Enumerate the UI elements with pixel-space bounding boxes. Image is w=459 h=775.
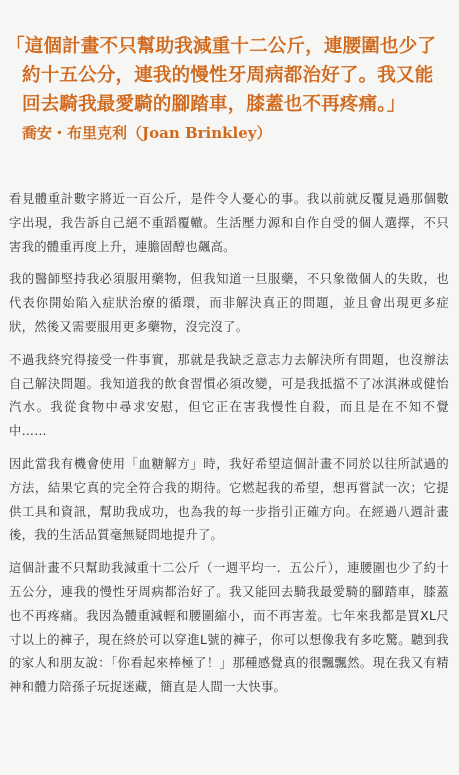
paragraph-1: 看見體重計數字將近一百公斤，是件令人憂心的事。我以前就反覆見過那個數字出現，我告訴自己絕不重蹈覆轍。生活壓力源和自作自受的個人選擇，不只害我的體重再度上升，連膽固醇也飆高。 [9,192,449,254]
testimonial-quote-block [6,32,452,145]
body-text [9,188,449,709]
paragraph-4: 因此當我有機會使用「血糖解方」時，我好希望這個計畫不同於以往所試過的方法，結果它真的完全符合我的期待。它燃起我的希望，想再嘗試一次；它提供工具和資訊，幫助我成功，也為我的每一步指引正確方向。在經過八週計畫後，我的生活品質毫無疑問地提升了。 [9,456,449,543]
quote-attribution: 喬安・布里克利（Joan Brinkley） [22,124,272,142]
paragraph-5: 這個計畫不只幫助我減重十二公斤（一週平均一．五公斤），連腰圍也少了約十五公分，連我的慢性牙周病都治好了。我又能回去騎我最愛騎的腳踏車，膝蓋也不再疼痛。我因為體重減輕和腰圍縮小，而不再害羞。七年來我都是買XL尺寸以上的褲子，現在終於可以穿進L號的褲子，你可以想像我有多吃驚。聽到我的家人和朋友說：「你看起來棒極了！」那種感覺真的很飄飄然。現在我又有精神和體力陪孫子玩捉迷藏，簡直是人間一大快事。 [9,561,449,695]
pull-quote: 「這個計畫不只幫助我減重十二公斤，連腰圍也少了約十五公分，連我的慢性牙周病都治好了。我又能回去騎我最愛騎的腳踏車，膝蓋也不再疼痛。」 [6,36,437,115]
paragraph-2: 我的醫師堅持我必須服用藥物，但我知道一旦服藥，不只象徵個人的失敗，也代表你開始陷入症狀治療的循環，而非解決真正的問題，並且會出現更多症狀，然後又需要服用更多藥物，沒完沒了。 [9,272,449,334]
paragraph-3: 不過我終究得接受一件事實，那就是我缺乏意志力去解決所有問題，也沒辦法自己解決問題。我知道我的飲食習慣必須改變，可是我抵擋不了冰淇淋或健怡汽水。我從食物中尋求安慰，但它正在害我慢性自殺，而且是在不知不覺中…… [9,352,449,439]
